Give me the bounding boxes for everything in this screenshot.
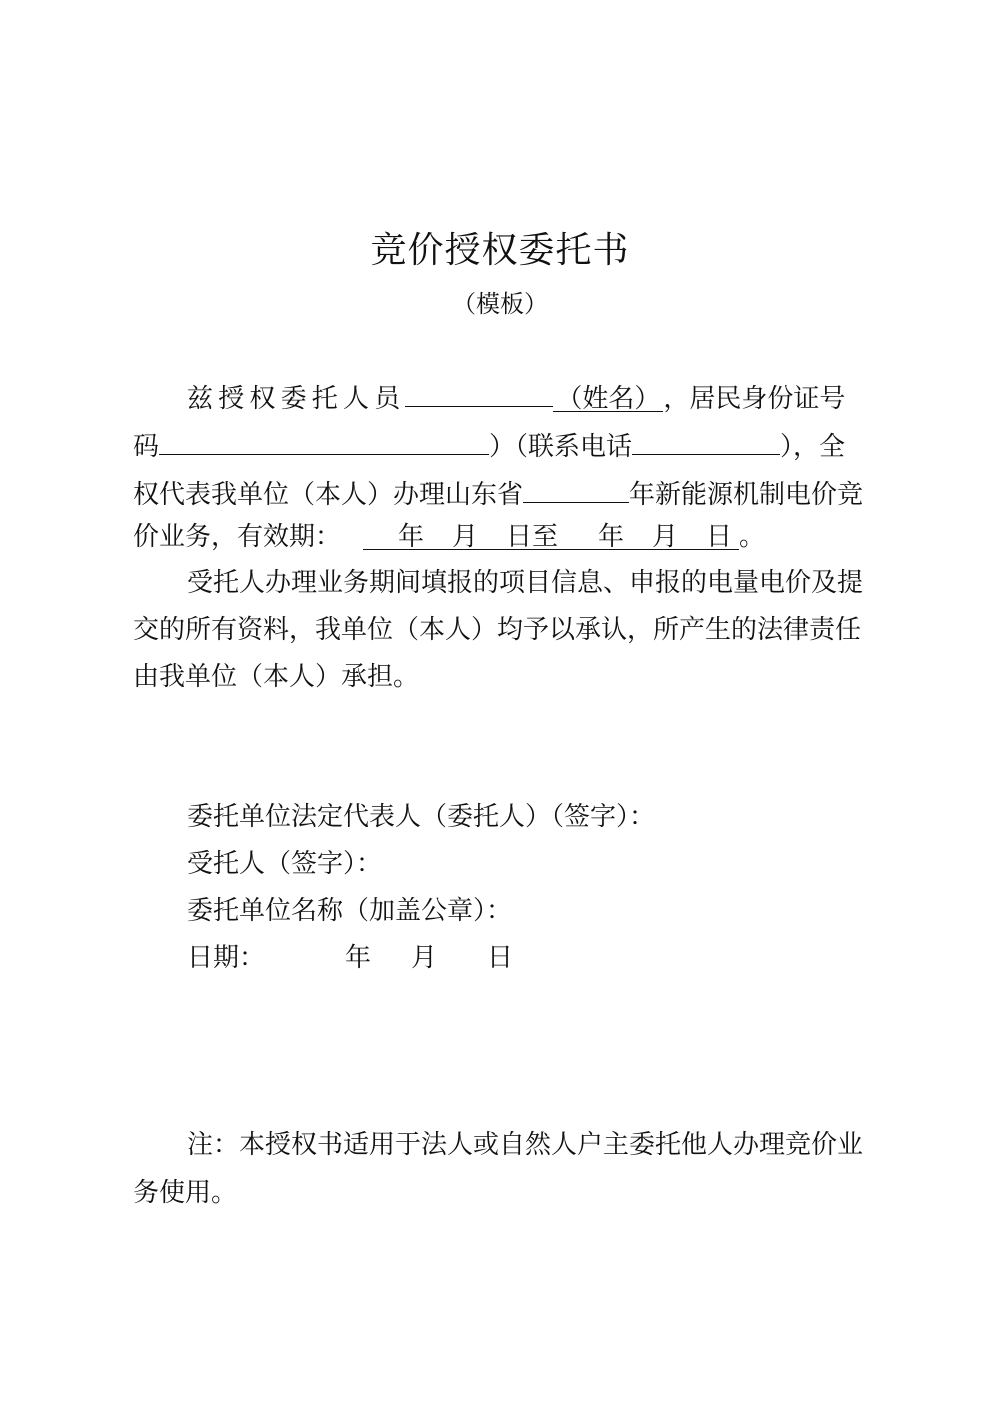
para1-line4 xyxy=(133,519,765,555)
validity-end-month: 月 xyxy=(652,522,679,552)
para1-l3-tail: 年新能源机制电价竞 xyxy=(629,480,864,510)
para1-l1-text: 兹授权委托人员 xyxy=(187,384,406,414)
para1-line3 xyxy=(133,472,863,513)
name-blank xyxy=(405,376,553,407)
note-line2: 务使用。 xyxy=(133,1178,238,1208)
date-line xyxy=(187,940,513,976)
para1-l2-tail: ），全 xyxy=(780,432,846,462)
validity-end-day: 日 xyxy=(706,522,733,552)
name-label: （姓名） xyxy=(553,381,663,412)
para1-line2 xyxy=(133,424,845,465)
note-line1: 注：本授权书适用于法人或自然人户主委托他人办理竞价业 xyxy=(187,1130,864,1160)
validity-period-blank xyxy=(363,519,739,550)
year-blank xyxy=(523,472,629,503)
date-label: 日期： xyxy=(187,943,266,973)
date-month: 月 xyxy=(411,943,438,973)
validity-start-month: 月 xyxy=(451,522,478,552)
phone-blank xyxy=(632,424,780,455)
date-year: 年 xyxy=(345,943,372,973)
validity-start-year: 年 xyxy=(397,522,424,552)
para1-l1-tail: ，居民身份证号 xyxy=(663,384,846,414)
trustee-signature-label: 受托人（签字）： xyxy=(187,849,383,879)
document-subtitle: （模板） xyxy=(452,290,548,318)
validity-start-day: 日至 xyxy=(506,522,559,552)
unit-name-seal-label: 委托单位名称（加盖公章）： xyxy=(187,896,513,926)
id-number-blank xyxy=(159,424,489,455)
phone-label: ）（联系电话 xyxy=(489,432,633,462)
period-end-mark: 。 xyxy=(739,522,766,552)
para2-line2: 交的所有资料，我单位（本人）均予以承认，所产生的法律责任 xyxy=(133,615,862,645)
validity-end-year: 年 xyxy=(598,522,625,552)
para2-line1: 受托人办理业务期间填报的项目信息、申报的电量电价及提 xyxy=(187,568,864,598)
para1-l2-text: 码 xyxy=(133,432,160,462)
document-title: 竞价授权委托书 xyxy=(370,230,630,271)
para1-line1 xyxy=(187,376,845,417)
para1-l3-text: 权代表我单位（本人）办理山东省 xyxy=(133,480,524,510)
para2-line3: 由我单位（本人）承担。 xyxy=(133,662,420,692)
validity-label: 价业务，有效期： xyxy=(133,522,342,552)
legal-rep-signature-label: 委托单位法定代表人（委托人）（签字）： xyxy=(187,802,656,832)
date-day: 日 xyxy=(487,943,514,973)
